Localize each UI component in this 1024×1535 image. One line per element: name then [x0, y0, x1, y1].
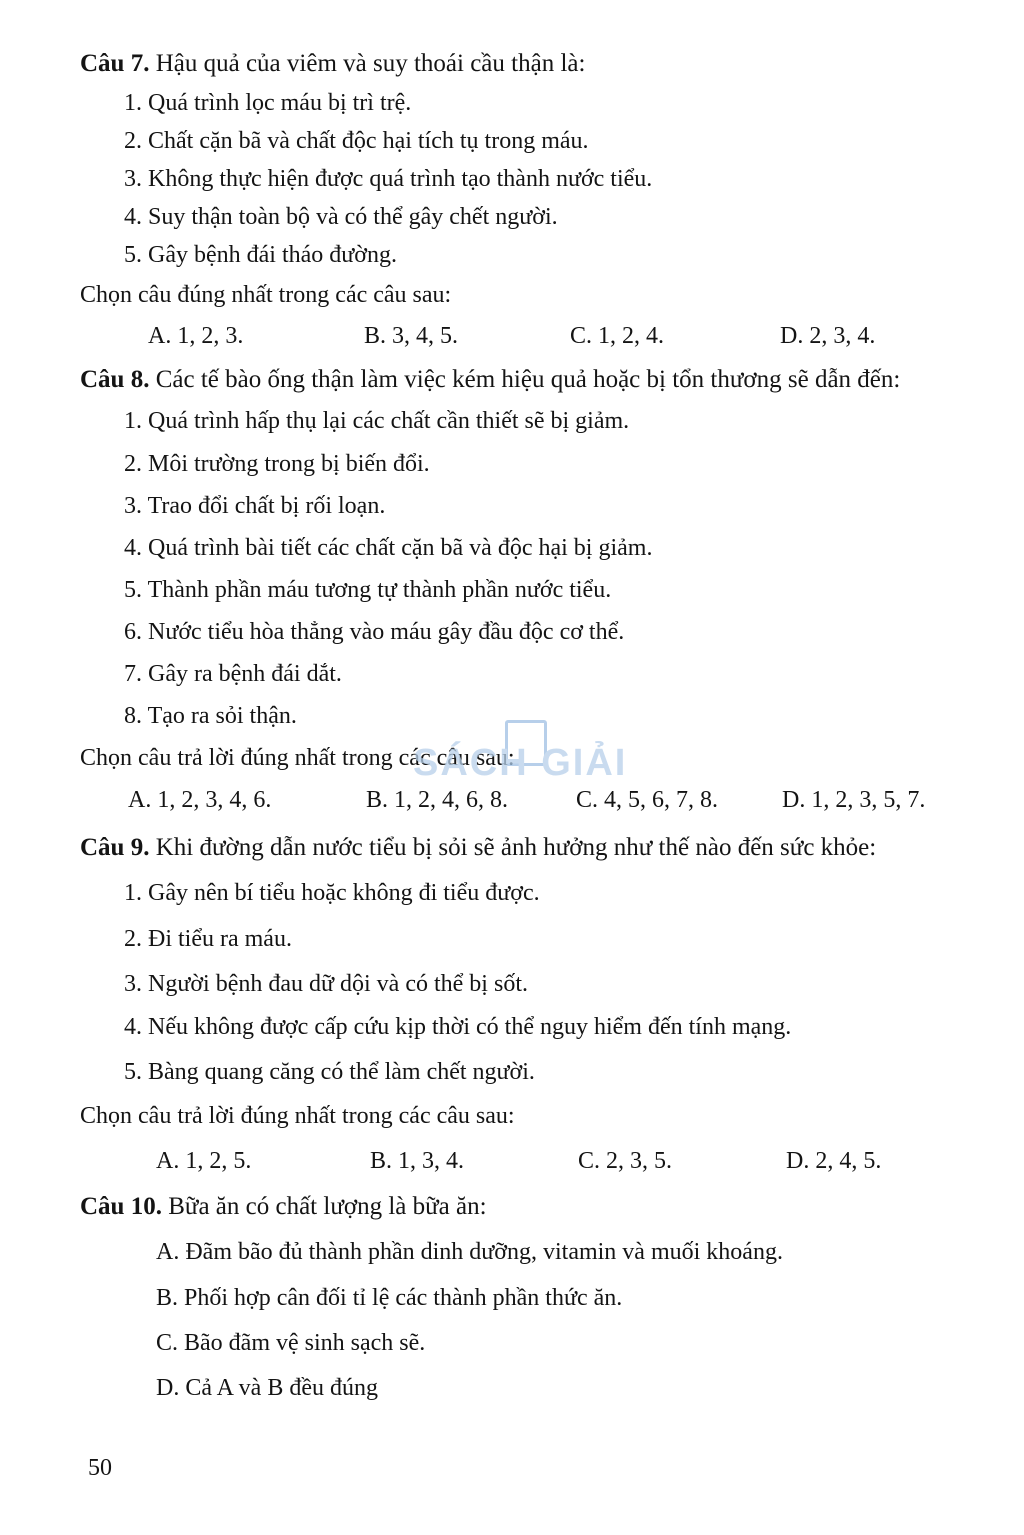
question-10-choice-a: A. Đãm bão đủ thành phần dinh dưỡng, vitamin và muối khoáng.	[156, 1239, 783, 1265]
question-9-item-5: 5. Bàng quang căng có thể làm chết người.	[124, 1059, 535, 1085]
question-8-option-c: C. 4, 5, 6, 7, 8.	[576, 787, 719, 813]
question-7-prompt: Chọn câu đúng nhất trong các câu sau:	[80, 282, 452, 308]
question-8-item-7: 7. Gây ra bệnh đái dắt.	[124, 661, 342, 687]
question-8-prompt: Chọn câu trả lời đúng nhất trong các câu sau:	[80, 745, 515, 771]
question-7-option-b: B. 3, 4, 5.	[364, 323, 459, 349]
question-10-choice-b: B. Phối hợp cân đối tỉ lệ các thành phần thức ăn.	[156, 1285, 623, 1311]
question-10-choice-c: C. Bão đãm vệ sinh sạch sẽ.	[156, 1330, 426, 1356]
question-9-option-a: A. 1, 2, 5.	[156, 1148, 252, 1174]
question-7-option-a: A. 1, 2, 3.	[148, 323, 244, 349]
question-8-item-8: 8. Tạo ra sỏi thận.	[124, 703, 297, 729]
question-7-item-5: 5. Gây bệnh đái tháo đường.	[124, 242, 397, 268]
question-8-item-6: 6. Nước tiểu hòa thẳng vào máu gây đầu độc cơ thể.	[124, 619, 625, 645]
question-10-stem	[80, 1191, 487, 1223]
question-9-option-d: D. 2, 4, 5.	[786, 1148, 882, 1174]
question-7-option-d: D. 2, 3, 4.	[780, 323, 876, 349]
question-8-option-d: D. 1, 2, 3, 5, 7.	[782, 787, 926, 813]
question-8-item-4: 4. Quá trình bài tiết các chất cặn bã và độc hại bị giảm.	[124, 535, 653, 561]
question-9-option-b: B. 1, 3, 4.	[370, 1148, 465, 1174]
question-8-text: Các tế bào ống thận làm việc kém hiệu quả hoặc bị tổn thương sẽ dẫn đến:	[155, 366, 901, 393]
question-7-item-2: 2. Chất cặn bã và chất độc hại tích tụ trong máu.	[124, 128, 589, 154]
question-8-item-5: 5. Thành phần máu tương tự thành phần nước tiểu.	[124, 577, 612, 603]
question-9-item-4: 4. Nếu không được cấp cứu kịp thời có thể nguy hiểm đến tính mạng.	[124, 1014, 792, 1040]
question-7-options	[0, 321, 1024, 351]
question-7-number: Câu 7.	[80, 50, 150, 77]
question-9-prompt: Chọn câu trả lời đúng nhất trong các câu sau:	[80, 1103, 515, 1129]
question-9-text: Khi đường dẫn nước tiểu bị sỏi sẽ ảnh hưởng như thế nào đến sức khỏe:	[155, 834, 877, 861]
question-7-item-3: 3. Không thực hiện được quá trình tạo thành nước tiểu.	[124, 166, 653, 192]
watermark-title: SÁCH GIẢI	[413, 742, 628, 784]
question-8-item-3: 3. Trao đổi chất bị rối loạn.	[124, 493, 386, 519]
question-10-text: Bữa ăn có chất lượng là bữa ăn:	[168, 1193, 487, 1220]
question-8-stem	[80, 364, 900, 396]
question-9-stem	[80, 832, 876, 864]
question-10-choice-d: D. Cả A và B đều đúng	[156, 1375, 378, 1401]
question-7-item-1: 1. Quá trình lọc máu bị trì trệ.	[124, 90, 412, 116]
question-7-option-c: C. 1, 2, 4.	[570, 323, 665, 349]
question-10-number: Câu 10.	[80, 1193, 162, 1220]
question-8-option-b: B. 1, 2, 4, 6, 8.	[366, 787, 509, 813]
question-7-stem	[80, 48, 585, 80]
question-8-item-1: 1. Quá trình hấp thụ lại các chất cần thiết sẽ bị giảm.	[124, 408, 630, 434]
question-9-options	[0, 1146, 1024, 1176]
question-8-option-a: A. 1, 2, 3, 4, 6.	[128, 787, 272, 813]
question-9-option-c: C. 2, 3, 5.	[578, 1148, 673, 1174]
question-9-item-2: 2. Đi tiểu ra máu.	[124, 926, 292, 952]
question-7-item-4: 4. Suy thận toàn bộ và có thể gây chết người.	[124, 204, 558, 230]
question-8-item-2: 2. Môi trường trong bị biến đổi.	[124, 451, 430, 477]
question-9-number: Câu 9.	[80, 834, 150, 861]
question-8-number: Câu 8.	[80, 366, 150, 393]
page-number: 50	[88, 1455, 112, 1481]
question-9-item-3: 3. Người bệnh đau dữ dội và có thể bị sốt.	[124, 971, 528, 997]
question-7-text: Hậu quả của viêm và suy thoái cầu thận là:	[155, 50, 586, 77]
question-9-item-1: 1. Gây nên bí tiểu hoặc không đi tiểu được.	[124, 880, 540, 906]
